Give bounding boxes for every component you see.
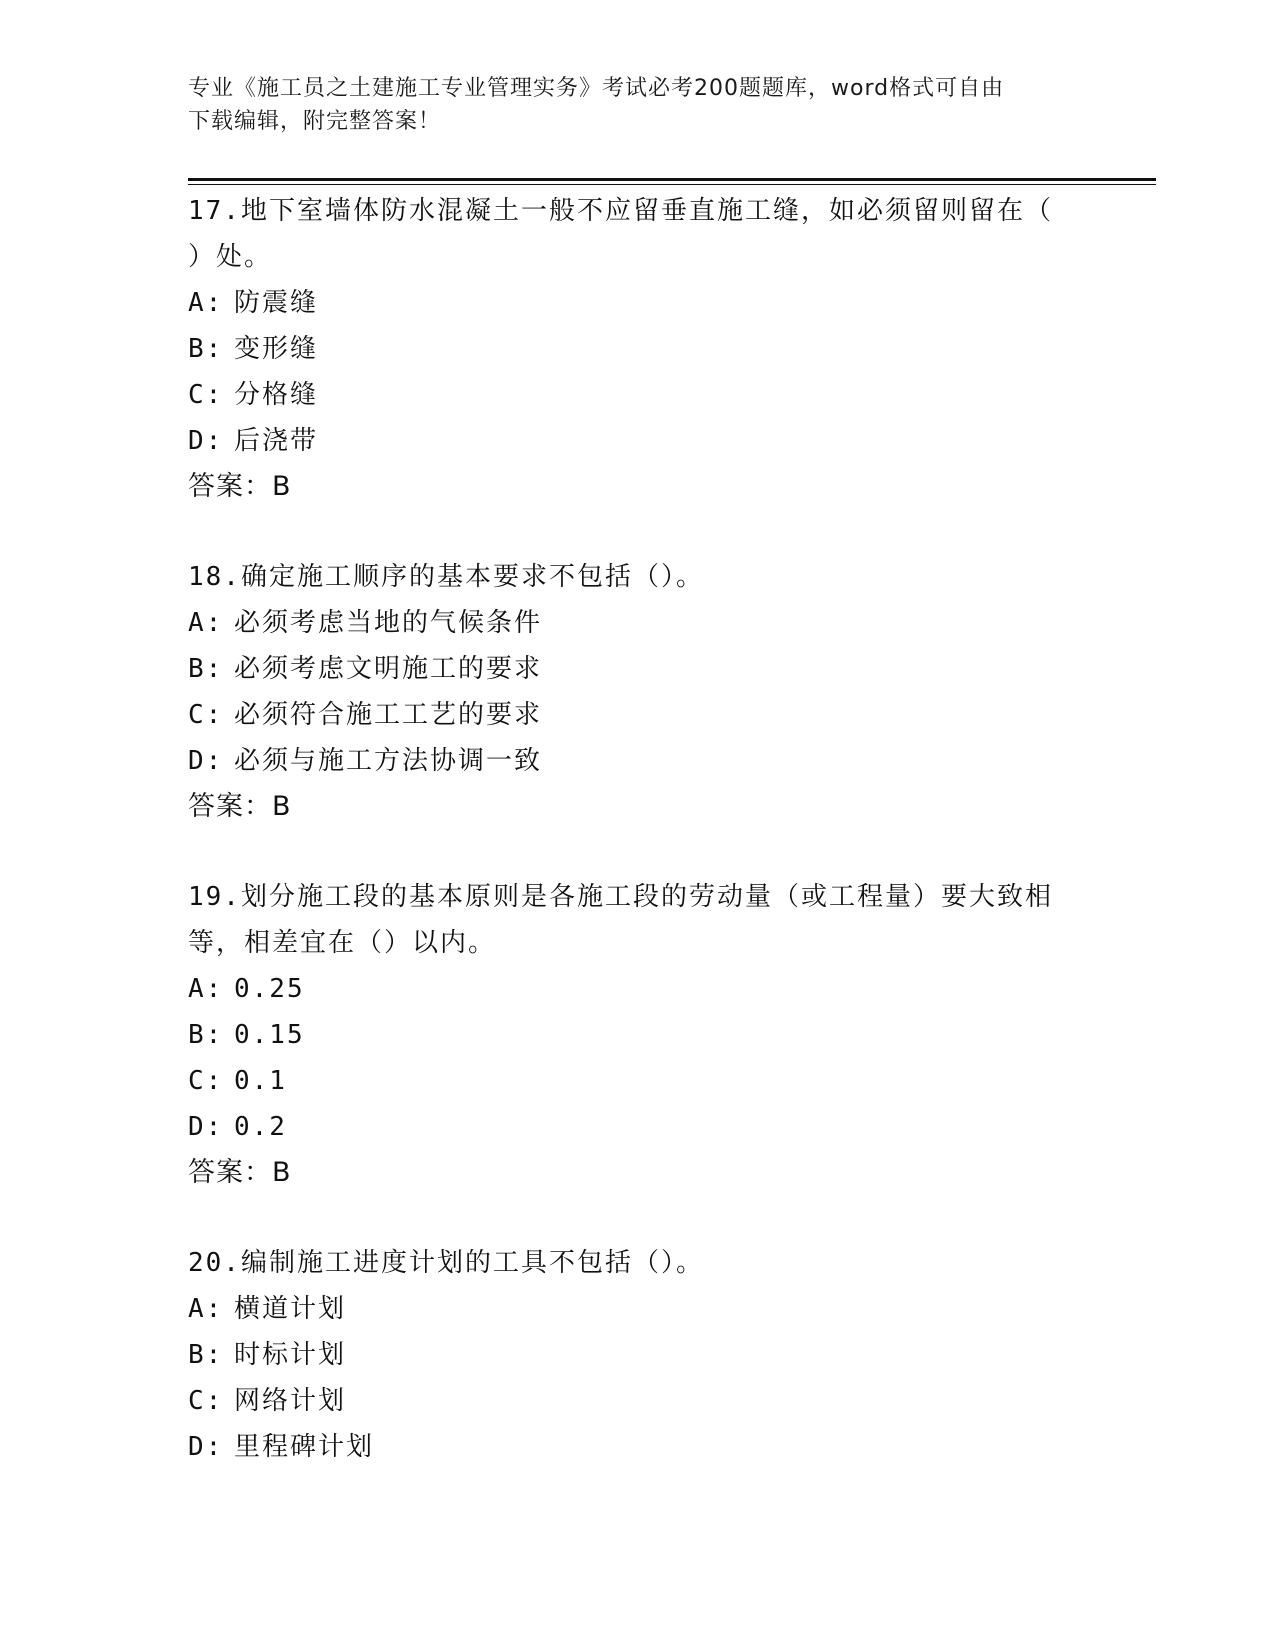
- option-text: 里程碑计划: [234, 1432, 375, 1462]
- document-header: [188, 72, 1088, 138]
- stem-line: ）处。: [188, 242, 273, 272]
- option-text: 变形缝: [234, 334, 319, 364]
- option-a: [188, 280, 1088, 326]
- stem-line: 18.确定施工顺序的基本要求不包括（）。: [188, 562, 704, 592]
- question-20: [188, 1240, 1088, 1470]
- option-letter: C:: [188, 1386, 224, 1416]
- question-19: [188, 874, 1088, 1196]
- option-letter: A:: [188, 608, 224, 638]
- option-text: 必须考虑当地的气候条件: [234, 608, 543, 638]
- option-letter: D:: [188, 426, 224, 456]
- stem-line: 等，相差宜在（）以内。: [188, 928, 497, 958]
- question-stem: [188, 1240, 1088, 1286]
- option-text: 必须与施工方法协调一致: [234, 746, 543, 776]
- option-c: [188, 692, 1088, 738]
- question-stem: [188, 874, 1088, 966]
- header-rule-thin: [188, 184, 1156, 185]
- option-b: [188, 326, 1088, 372]
- option-letter: A:: [188, 288, 224, 318]
- option-letter: A:: [188, 1294, 224, 1324]
- option-text: 0.25: [234, 974, 305, 1004]
- option-letter: B:: [188, 654, 224, 684]
- option-d: [188, 1424, 1088, 1470]
- option-letter: C:: [188, 380, 224, 410]
- option-b: [188, 1332, 1088, 1378]
- option-b: [188, 1012, 1088, 1058]
- option-letter: D:: [188, 746, 224, 776]
- option-text: 0.15: [234, 1020, 305, 1050]
- option-text: 0.1: [234, 1066, 287, 1096]
- answer-line: 答案：B: [188, 791, 292, 822]
- option-text: 时标计划: [234, 1340, 347, 1370]
- header-rule-thick: [188, 178, 1156, 181]
- option-c: [188, 1058, 1088, 1104]
- question-stem: [188, 188, 1088, 280]
- option-text: 必须符合施工工艺的要求: [234, 700, 543, 730]
- answer-line: 答案：B: [188, 1157, 292, 1188]
- option-a: [188, 966, 1088, 1012]
- option-text: 必须考虑文明施工的要求: [234, 654, 543, 684]
- stem-line: 20.编制施工进度计划的工具不包括（）。: [188, 1248, 704, 1278]
- option-text: 分格缝: [234, 380, 319, 410]
- header-line-1: 专业《施工员之土建施工专业管理实务》考试必考200题题库，word格式可自由: [188, 76, 1005, 101]
- option-b: [188, 646, 1088, 692]
- option-letter: D:: [188, 1112, 224, 1142]
- option-text: 防震缝: [234, 288, 319, 318]
- option-letter: B:: [188, 334, 224, 364]
- option-d: [188, 1104, 1088, 1150]
- question-stem: [188, 554, 1088, 600]
- option-text: 网络计划: [234, 1386, 347, 1416]
- option-c: [188, 1378, 1088, 1424]
- stem-line: 17.地下室墙体防水混凝土一般不应留垂直施工缝，如必须留则留在（: [188, 196, 1053, 226]
- header-line-2: 下载编辑，附完整答案！: [188, 109, 442, 134]
- option-letter: D:: [188, 1432, 224, 1462]
- option-text: 0.2: [234, 1112, 287, 1142]
- option-c: [188, 372, 1088, 418]
- option-letter: A:: [188, 974, 224, 1004]
- option-letter: C:: [188, 700, 224, 730]
- option-text: 后浇带: [234, 426, 319, 456]
- option-d: [188, 738, 1088, 784]
- question-list: [188, 188, 1088, 1514]
- option-a: [188, 1286, 1088, 1332]
- stem-line: 19.划分施工段的基本原则是各施工段的劳动量（或工程量）要大致相: [188, 882, 1053, 912]
- option-letter: B:: [188, 1020, 224, 1050]
- option-d: [188, 418, 1088, 464]
- answer-line: 答案：B: [188, 471, 292, 502]
- question-18: [188, 554, 1088, 830]
- option-text: 横道计划: [234, 1294, 347, 1324]
- option-a: [188, 600, 1088, 646]
- question-17: [188, 188, 1088, 510]
- option-letter: C:: [188, 1066, 224, 1096]
- option-letter: B:: [188, 1340, 224, 1370]
